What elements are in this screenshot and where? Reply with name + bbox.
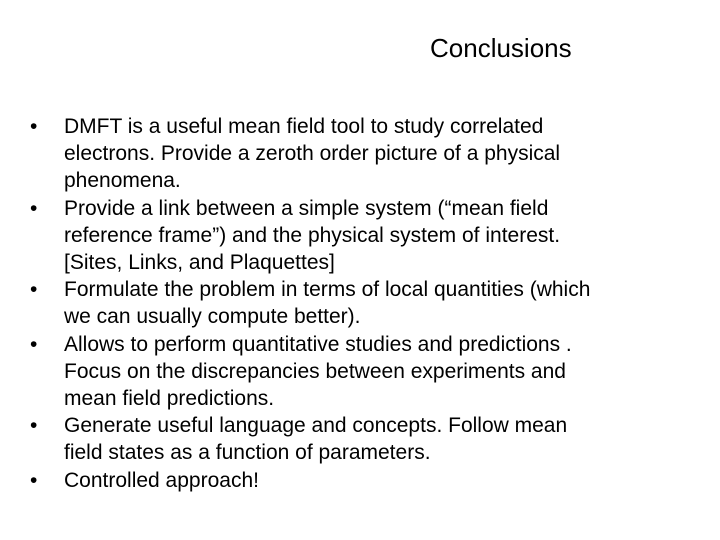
bullet-icon: • (30, 278, 38, 302)
bullet-line: Allows to perform quantitative studies and predictions . (64, 332, 572, 356)
bullet-item (30, 467, 670, 494)
bullet-item (30, 276, 670, 330)
bullet-line: [Sites, Links, and Plaquettes] (64, 251, 335, 275)
bullet-icon: • (30, 414, 38, 438)
bullet-item (30, 113, 670, 195)
bullet-line: Provide a link between a simple system (“mean field (64, 196, 549, 220)
bullet-line: phenomena. (64, 169, 181, 193)
bullet-line: Formulate the problem in terms of local quantities (which (64, 278, 591, 302)
bullet-line: field states as a function of parameters. (64, 441, 431, 465)
bullet-icon: • (30, 332, 38, 356)
bullet-line: electrons. Provide a zeroth order picture of a physical (64, 142, 561, 166)
bullet-line: Controlled approach! (64, 468, 259, 492)
bullet-item (30, 412, 670, 466)
bullet-line: reference frame”) and the physical system of interest. (64, 223, 561, 247)
bullet-line: DMFT is a useful mean field tool to study correlated (64, 115, 544, 138)
slide-title: Conclusions (430, 33, 572, 63)
bullet-icon: • (30, 468, 38, 492)
bullet-line: we can usually compute better). (64, 305, 361, 329)
bullet-item (30, 331, 670, 413)
bullet-icon: • (30, 115, 38, 138)
bullet-line: mean field predictions. (64, 387, 275, 411)
bullet-line: Generate useful language and concepts. Follow mean (64, 414, 568, 438)
bullet-list (30, 113, 670, 494)
bullet-icon: • (30, 196, 38, 220)
bullet-item (30, 195, 670, 277)
bullet-line: Focus on the discrepancies between experiments and (64, 359, 566, 383)
